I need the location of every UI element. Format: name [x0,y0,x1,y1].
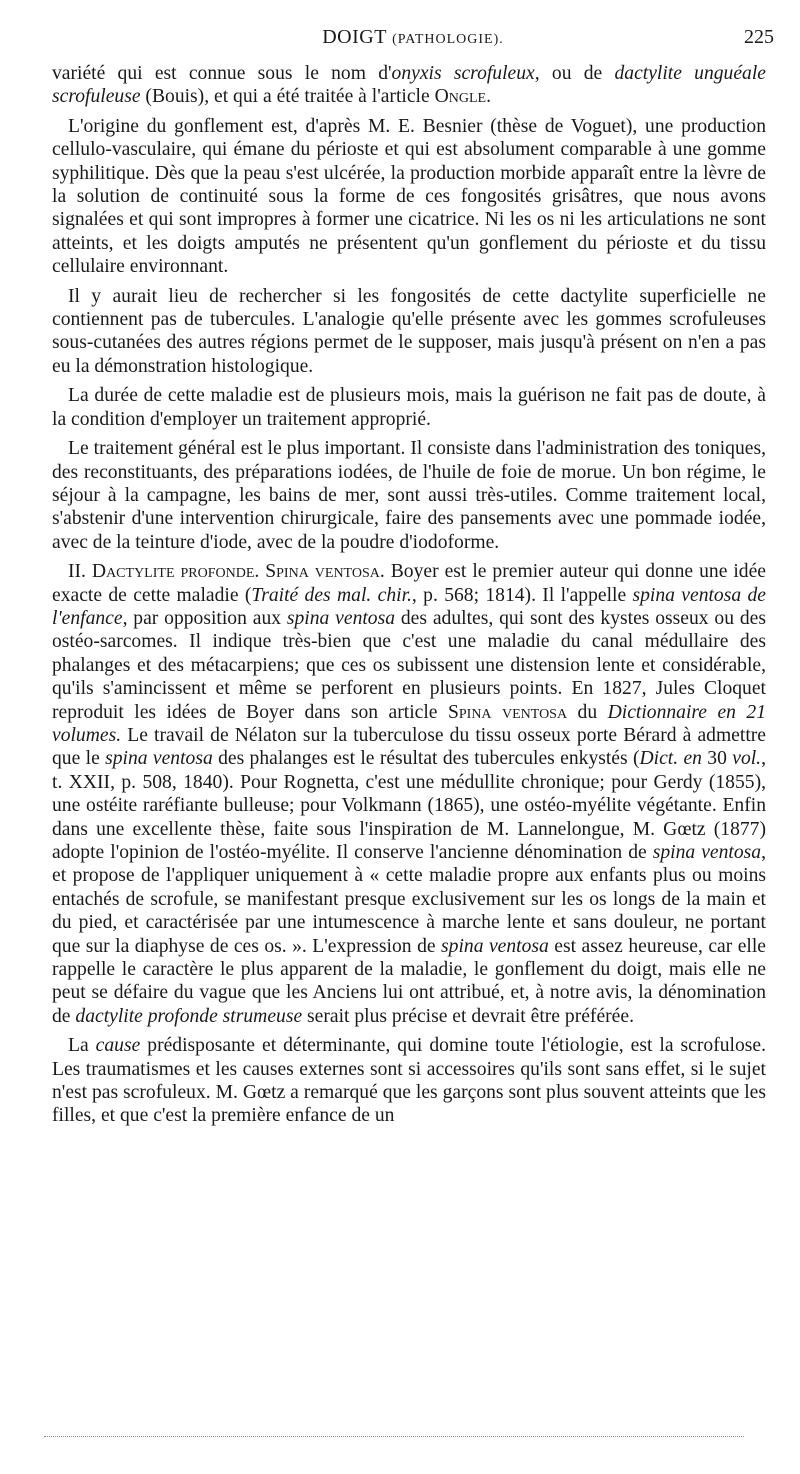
text-run: , par opposition aux [122,607,287,629]
text-run: variété qui est connue sous le nom d' [52,63,392,84]
italic-text: Dict. en [639,748,702,770]
text-run: II. [68,561,92,583]
text-run: des phalanges est le résultat des tubercules enkystés ( [212,748,640,770]
running-title-subtitle: (PATHOLOGIE). [392,32,504,47]
text-run: Le travail de Nélaton sur la tuberculose du tissu osseux porte Bérard à admettre que le [52,724,766,770]
text-run: (Bouis), et qui a été traitée à l'article [140,86,435,108]
text-run: Il y aurait lieu de rechercher si les fongosités de cette dactylite superficielle ne contiennent pas de tubercules. L'analogie qu'elle présente avec les gommes scrofuleuses sous-cutanées des autres régions permet de le supposer, mais jusqu'à présent on n'en a pas eu la démonstration histologique. [52,285,766,377]
small-caps-text: Spina ventosa [265,561,380,583]
paragraph [52,1034,766,1128]
text-run: La [68,1035,96,1057]
paragraph [52,62,766,109]
paragraph [52,384,766,431]
italic-text: spina ventosa [652,842,762,863]
paragraph [52,560,766,1028]
italic-text: dactylite profonde strumeuse [75,1005,303,1027]
small-caps-text: Ongle [434,86,487,108]
italic-text: Traité des mal. chir. [251,584,412,606]
italic-text: spina ventosa [105,748,213,770]
italic-text: spina ventosa [441,935,549,957]
text-run: 30 [701,748,733,770]
italic-text: spina ventosa [286,607,396,629]
text-run: L'origine du gonflement est, d'après M. E. Besnier (thèse de Voguet), une production cellulo-vasculaire, qui émane du périoste et qui est absolument comparable à une gomme syphilitique. Dès que la peau s'est ulcérée, la production morbide apparaît entre la lèvre de la solution de continuité sous la forme de ces fongosités grisâtres, que nous avons signalées et qui sont impropres à former une cicatrice. Ni les os ni les articulations ne sont atteints, et les doigts amputés ne présentent qu'un gonflement du périoste et du tissu cellulaire environnant. [52,115,766,278]
text-run: des adultes, qui sont des kystes osseux ou des ostéo-sarcomes. Il indique très-bien que c'est une maladie du canal médullaire des phalanges et des métacarpiens; que ces os subissent une distension lente et considérable, qu'ils s'amincissent et même se perforent en plusieurs points. En 1827, Jules Cloquet reproduit les idées de Boyer dans son article [52,607,766,723]
page-number: 225 [744,26,774,48]
italic-text: cause [95,1035,141,1057]
text-run: La durée de cette maladie est de plusieurs mois, mais la guérison ne fait pas de doute, à la condition d'employer un traitement approprié. [52,385,766,430]
italic-text: Dictionnaire en 21 volumes. [52,701,766,746]
text-run: . Boyer est le premier auteur qui donne une idée exacte de cette maladie ( [52,561,766,606]
text-run: , p. 568; 1814). Il l'appelle [411,584,633,606]
running-title-main: DOIGT [322,26,387,48]
paragraph [52,115,766,279]
text-run: . [254,561,266,583]
paragraph [52,285,766,379]
body-text [52,62,766,1134]
footer-dotted-rule [44,1436,744,1437]
text-run: prédisposante et déterminante, qui domine toute l'étiologie, est la scrofulose. Les traumatismes et les causes externes sont si accessoires qu'ils sont sans effet, si le sujet n'est pas scrofuleux. M. Gœtz a remarqué que les garçons sont plus souvent atteints que les filles, et que c'est la première enfance de un [52,1035,766,1127]
italic-text: dactylite unguéale scrofuleuse [52,63,766,108]
text-run: , ou de [534,63,615,84]
italic-text: vol. [732,748,762,770]
text-run: du [567,701,608,723]
italic-text: onyxis scrofuleux [391,63,535,84]
small-caps-text: Dactylite profonde [91,561,255,583]
text-run: , t. XXII, p. 508, 1840). Pour Rognetta, c'est une médullite chronique; pour Gerdy (1855), une ostéite raréfiante bulleuse; pour Volkmann (1865), une ostéo-myélite végétante. Enfin dans une excellente thèse, faite sous l'inspiration de M. Lannelongue, M. Gœtz (1877) adopte l'opinion de l'ostéo-myélite. Il conserve l'ancienne dénomination de [52,748,766,863]
italic-text: spina ventosa de l'enfance [52,584,766,629]
text-run: Le traitement général est le plus important. Il consiste dans l'administration des toniques, des reconstituants, des préparations iodées, de l'huile de foie de morue. Un bon régime, le séjour à la campagne, les bains de mer, sont aussi très-utiles. Comme traitement local, s'abstenir d'une intervention chirurgicale, faire des pansements avec une pommade iodée, avec de la teinture d'iode, avec de la poudre d'iodoforme. [52,438,766,553]
page-header [52,22,774,52]
text-run: est assez heureuse, car elle rappelle le caractère le plus apparent de la maladie, le gonflement du doigt, mais elle ne peut se défaire du vague que les Anciens lui ont attribué, et, à notre avis, la dénomination de [52,935,766,1027]
running-title [52,26,774,49]
text-run: , et propose de l'appliquer uniquement à « cette maladie propre aux enfants plus ou moins entachés de scrofule, se manifestant presque exclusivement sur les os longs de la main et du pied, et caractérisée par une intumescence à marche lente et sans douleur, ne portant que sur la diaphyse de ces os. ». L'expression de [52,842,766,957]
small-caps-text: Spina ventosa [447,701,568,723]
text-run: serait plus précise et devrait être préférée. [302,1005,634,1027]
text-run: . [486,86,491,108]
paragraph [52,437,766,554]
